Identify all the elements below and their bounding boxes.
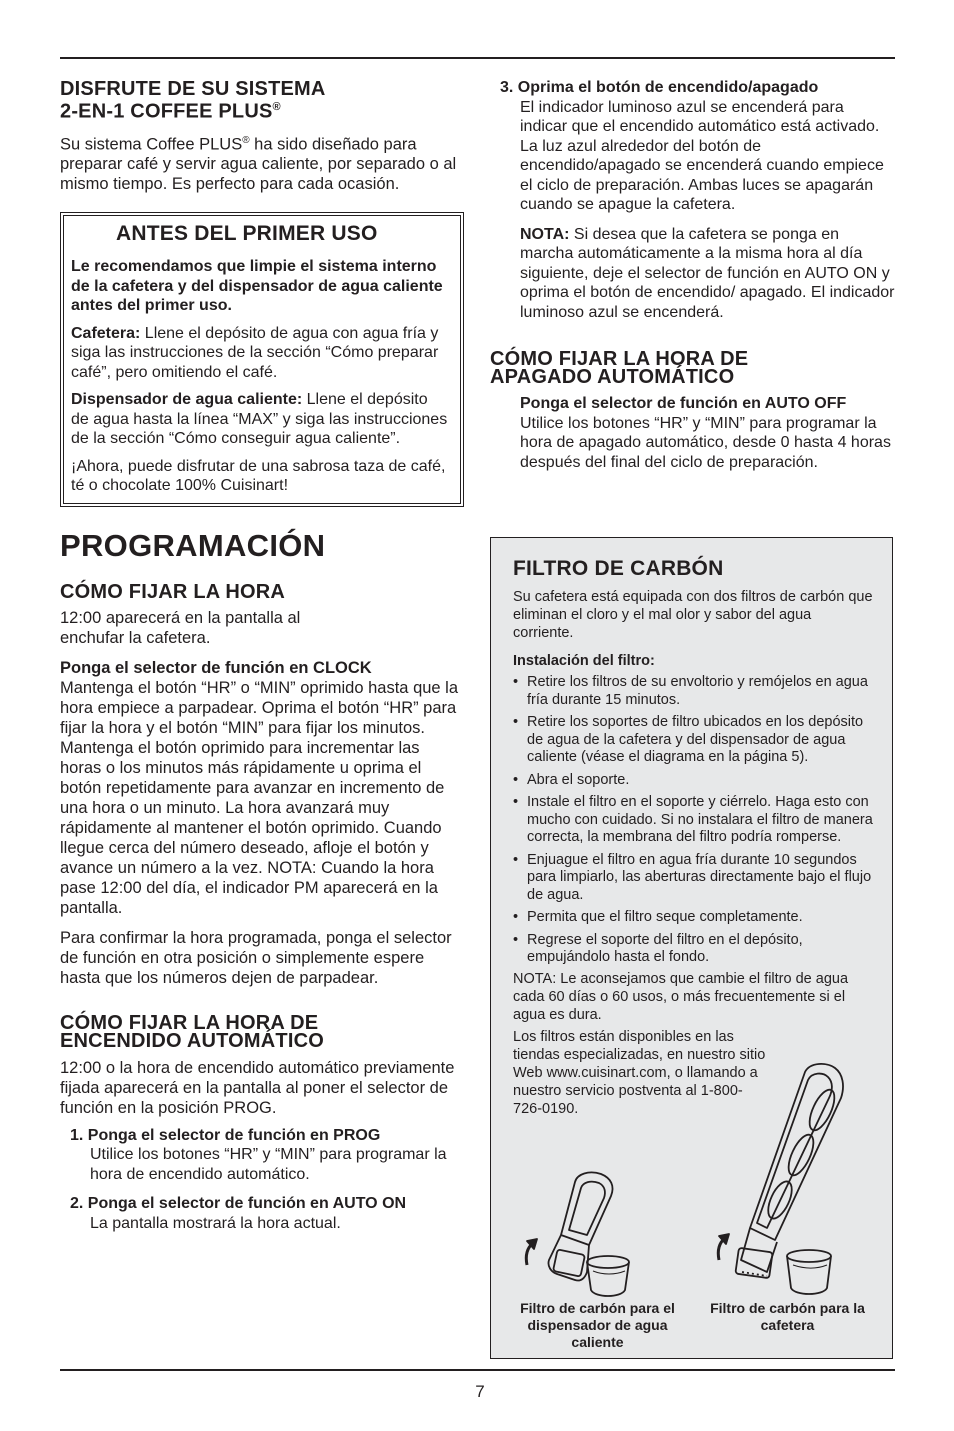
filter-illustration — [505, 1060, 885, 1300]
intro-text: Su sistema Coffee PLUS® ha sido diseñado para preparar café y servir agua caliente, por separado o al mismo tiempo. Es perfecto para cada ocasión. — [60, 134, 457, 194]
auto-on-p1: 12:00 o la hora de encendido automático previamente fijada aparecerá en la pantalla al poner el selector de función en la posición PROG. — [60, 1058, 455, 1117]
right-column — [490, 78, 895, 472]
set-time-p3: Para confirmar la hora programada, ponga el selector de función en otra posición o simplemente espere hasta que los números dejen de parpadear. — [60, 928, 452, 987]
availability-text: Los filtros están disponibles en las tiendas especializadas, en nuestro sitio Web www.cuisinart.com, o llamando a nuestro servicio postventa al 1-800-726-0190. — [513, 1028, 766, 1117]
auto-on-heading: CÓMO FIJAR LA HORA DE ENCENDIDO AUTOMÁTICO — [60, 1011, 324, 1052]
charcoal-filter-intro: Su cafetera está equipada con dos filtros de carbón que eliminan el cloro y el mal olor y sabor del agua corriente. — [513, 589, 873, 641]
install-label: Instalación del filtro: — [513, 653, 655, 669]
top-rule — [60, 57, 895, 59]
hot-water-text: Dispensador de agua caliente: Llene el depósito de agua hasta la línea “MAX” y siga las instrucciones de la sección “Cómo conseguir agua caliente”. — [71, 391, 448, 448]
list-item: • Permita que el filtro seque completamente. — [513, 909, 874, 927]
hot-water-filter-holder — [548, 1172, 612, 1280]
coffee-maker-filter-cartridge — [787, 1250, 831, 1294]
auto-off-heading: CÓMO FIJAR LA HORA DE APAGADO AUTOMÁTICO — [490, 348, 749, 388]
list-item: • Regrese el soporte del filtro en el depósito, empujándolo hasta el fondo. — [513, 932, 874, 967]
list-item: • Retire los soportes de filtro ubicados en los depósito de agua de la cafetera y del dispensador de agua caliente (véase el diagrama en la página 5). — [513, 714, 874, 767]
recommend-text: Le recomendamos que limpie el sistema interno de la cafetera y del dispensador de agua caliente antes del primer uso. — [71, 258, 443, 315]
list-item: • Retire los filtros de su envoltorio y remójelos en agua fría durante 15 minutos. — [513, 674, 874, 709]
auto-on-step-3: 3. Oprima el botón de encendido/apagado El indicador luminoso azul se encenderá para indicar que el encendido automático está activado. La luz azul alrededor del botón de encendido/apagado se encenderá cuando empiece el ciclo de preparación. Ambas luces se apagarán cuando se apague la cafetera. NOTA: Si desea que la cafetera se ponga en marcha automáticamente a la misma hora al día siguiente, deje el selector de función en AUTO ON y oprima el botón de encendido/ apagado. El indicador luminoso azul se encenderá. — [500, 79, 895, 321]
curved-arrow-icon — [718, 1234, 729, 1260]
install-steps — [513, 674, 874, 967]
caption-coffee-maker-filter: Filtro de carbón para la cafetera — [710, 1300, 865, 1333]
auto-on-step-1: 1. Ponga el selector de función en PROG Utilice los botones “HR” y “MIN” para programar la hora de encendido automático. — [70, 1126, 447, 1183]
auto-on-steps — [60, 1126, 464, 1234]
list-item: • Abra el soporte. — [513, 772, 874, 790]
set-time-heading: CÓMO FIJAR LA HORA — [60, 580, 286, 603]
auto-on-note: NOTA: Si desea que la cafetera se ponga en marcha automáticamente a la misma hora al día siguiente, deje el selector de función en AUTO ON y oprima el botón de encendido/ apagado. El indicador luminoso azul se encenderá. — [520, 225, 895, 321]
coffee-maker-filter-holder — [735, 1064, 843, 1278]
curved-arrow-icon — [526, 1239, 537, 1265]
auto-on-step-2: 2. Ponga el selector de función en AUTO ON La pantalla mostrará la hora actual. — [70, 1195, 407, 1232]
auto-off-body: Ponga el selector de función en AUTO OFF Utilice los botones “HR” y “MIN” para programar la hora de apagado automático, desde 0 hasta 4 horas después del final del ciclo de preparación. — [520, 395, 891, 471]
list-item: • Enjuague el filtro en agua fría durante 10 segundos para limpiarlo, las aberturas directamente bajo el flujo de agua. — [513, 852, 874, 905]
coffee-maker-text: Cafetera: Llene el depósito de agua con agua fría y siga las instrucciones de la sección “Cómo preparar café”, pero omitiendo el café. — [71, 324, 439, 381]
replace-note: NOTA: Le aconsejamos que cambie el filtro de agua cada 60 días o 60 usos, o más frecuentemente si el agua es dura. — [513, 970, 849, 1023]
programming-heading: PROGRAMACIÓN — [60, 527, 326, 563]
enjoy-text: ¡Ahora, puede disfrutar de una sabrosa taza de café, té o chocolate 100% Cuisinart! — [71, 457, 446, 495]
before-first-use-box — [60, 212, 464, 507]
charcoal-filter-heading: FILTRO DE CARBÓN — [513, 557, 724, 580]
set-time-p1: 12:00 aparecerá en la pantalla al enchufar la cafetera. — [60, 608, 301, 647]
set-time-p2: Ponga el selector de función en CLOCK Mantenga el botón “HR” o “MIN” oprimido hasta que la hora empiece a parpadear. Oprima el botón “HR” para fijar la hora y el botón “MIN” para fijar los minutos. Mantenga el botón oprimido para incrementar las horas o los minutos más rápidamente u oprima el botón repetidamente para avanzar en incremento de una hora o un minuto. La hora avanzará muy rápidamente al mantener el botón oprimido. Cuando llegue cerca del número deseado, afloje el botón y avance un número a la vez. NOTA: Cuando la hora pase 12:00 del día, el indicador PM aparecerá en la pantalla. — [60, 658, 459, 917]
left-column — [60, 78, 464, 1243]
hot-water-filter-cartridge — [587, 1256, 629, 1296]
before-first-use-heading: ANTES DEL PRIMER USO — [116, 222, 378, 246]
bottom-rule — [60, 1369, 895, 1371]
page-number: 7 — [475, 1382, 485, 1401]
caption-hot-water-filter: Filtro de carbón para el dispensador de agua caliente — [520, 1300, 675, 1350]
list-item: • Instale el filtro en el soporte y ciérrelo. Haga esto con mucho con cuidado. Si no instalara el filtro de manera correcta, la membrana del filtro podría romperse. — [513, 794, 874, 847]
intro-heading: DISFRUTE DE SU SISTEMA 2-EN-1 COFFEE PLUS® — [60, 78, 326, 123]
